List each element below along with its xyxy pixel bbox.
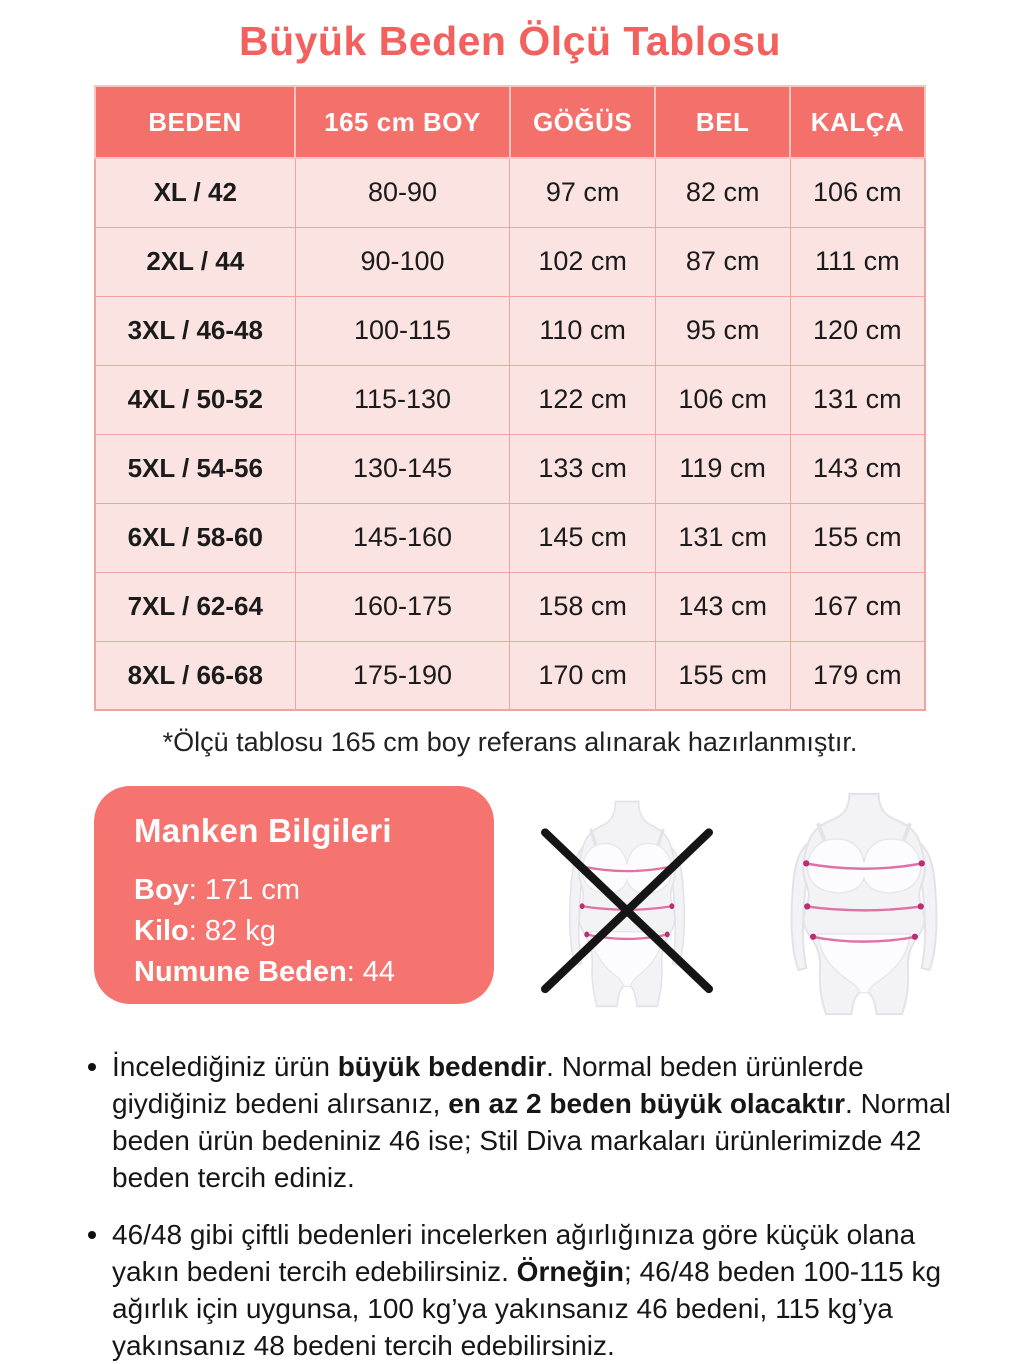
measurement-cell: 90-100 xyxy=(295,227,510,296)
size-name-cell: 4XL / 50-52 xyxy=(95,365,295,434)
measurement-cell: 97 cm xyxy=(510,158,655,227)
measurement-cell: 133 cm xyxy=(510,434,655,503)
size-table-row xyxy=(95,503,925,572)
note-item xyxy=(88,1048,960,1196)
model-info-field: Kilo: 82 kg xyxy=(134,915,276,947)
page-title: Büyük Beden Ölçü Tablosu xyxy=(238,18,782,64)
column-header-1: BEDEN xyxy=(95,86,295,158)
size-table-row xyxy=(95,572,925,641)
measurement-cell: 155 cm xyxy=(655,641,790,710)
bullet-dot xyxy=(88,1231,96,1239)
model-info-card xyxy=(94,786,494,1004)
measurement-cell: 170 cm xyxy=(510,641,655,710)
measurement-cell: 106 cm xyxy=(655,365,790,434)
size-table-row xyxy=(95,641,925,710)
model-info-field: Numune Beden: 44 xyxy=(134,956,396,988)
measurement-cell: 120 cm xyxy=(790,296,925,365)
size-name-cell: 7XL / 62-64 xyxy=(95,572,295,641)
model-info-section xyxy=(0,786,1020,1018)
table-footnote: *Ölçü tablosu 165 cm boy referans alınarak hazırlanmıştır. xyxy=(162,727,858,757)
measurement-cell: 143 cm xyxy=(790,434,925,503)
crossed-out-figure-illustration xyxy=(536,788,718,1018)
measurement-cell: 87 cm xyxy=(655,227,790,296)
measurement-cell: 145 cm xyxy=(510,503,655,572)
measurement-cell: 130-145 xyxy=(295,434,510,503)
size-table-header-row xyxy=(95,86,925,158)
column-header-5: KALÇA xyxy=(790,86,925,158)
measurement-cell: 100-115 xyxy=(295,296,510,365)
size-name-cell: 8XL / 66-68 xyxy=(95,641,295,710)
size-table-row xyxy=(95,365,925,434)
note-text: 46/48 gibi çiftli bedenleri incelerken ağırlığınıza göre küçük olana yakın bedeni tercih edebilirsiniz. Örneğin; 46/48 beden 100-115 kg ağırlık için uygunsa, 100 kg’ya yakınsanız 46 bedeni, 115 kg’ya yakınsanız 48 bedeni tercih edebilirsiniz. xyxy=(112,1219,942,1361)
column-header-3: GÖĞÜS xyxy=(510,86,655,158)
notes-list xyxy=(0,1048,1020,1364)
measurement-cell: 155 cm xyxy=(790,503,925,572)
measurement-cell: 80-90 xyxy=(295,158,510,227)
note-text: İncelediğiniz ürün büyük bedendir. Normal beden ürünlerde giydiğiniz bedeni alırsanız, en az 2 beden büyük olacaktır. Normal beden ürün bedeniniz 46 ise; Stil Diva markaları ürünlerimizde 42 beden tercih ediniz. xyxy=(112,1051,951,1193)
size-name-cell: 3XL / 46-48 xyxy=(95,296,295,365)
size-name-cell: XL / 42 xyxy=(95,158,295,227)
measurement-cell: 95 cm xyxy=(655,296,790,365)
measurement-cell: 160-175 xyxy=(295,572,510,641)
measurement-cell: 119 cm xyxy=(655,434,790,503)
measurement-figures xyxy=(536,788,980,1018)
measurement-cell: 111 cm xyxy=(790,227,925,296)
model-info-field: Boy: 171 cm xyxy=(134,874,301,906)
size-table-row xyxy=(95,227,925,296)
measurement-cell: 158 cm xyxy=(510,572,655,641)
size-name-cell: 2XL / 44 xyxy=(95,227,295,296)
measurement-cell: 145-160 xyxy=(295,503,510,572)
measurement-cell: 115-130 xyxy=(295,365,510,434)
measurement-cell: 143 cm xyxy=(655,572,790,641)
model-info-fields xyxy=(134,870,474,993)
plus-size-measured-figure-illustration xyxy=(748,788,980,1018)
size-name-cell: 5XL / 54-56 xyxy=(95,434,295,503)
measurement-cell: 179 cm xyxy=(790,641,925,710)
measurement-cell: 102 cm xyxy=(510,227,655,296)
size-name-cell: 6XL / 58-60 xyxy=(95,503,295,572)
model-info-title: Manken Bilgileri xyxy=(134,812,392,849)
size-table-row xyxy=(95,158,925,227)
size-table-row xyxy=(95,434,925,503)
measurement-cell: 175-190 xyxy=(295,641,510,710)
measurement-cell: 106 cm xyxy=(790,158,925,227)
measurement-cell: 131 cm xyxy=(655,503,790,572)
size-table xyxy=(94,85,926,711)
size-table-head xyxy=(95,86,925,158)
column-header-4: BEL xyxy=(655,86,790,158)
measurement-cell: 82 cm xyxy=(655,158,790,227)
size-table-row xyxy=(95,296,925,365)
measurement-cell: 131 cm xyxy=(790,365,925,434)
size-table-body xyxy=(95,158,925,710)
bullet-dot xyxy=(88,1063,96,1071)
note-item xyxy=(88,1216,960,1364)
measurement-cell: 122 cm xyxy=(510,365,655,434)
column-header-2: 165 cm BOY xyxy=(295,86,510,158)
measurement-cell: 167 cm xyxy=(790,572,925,641)
measurement-cell: 110 cm xyxy=(510,296,655,365)
